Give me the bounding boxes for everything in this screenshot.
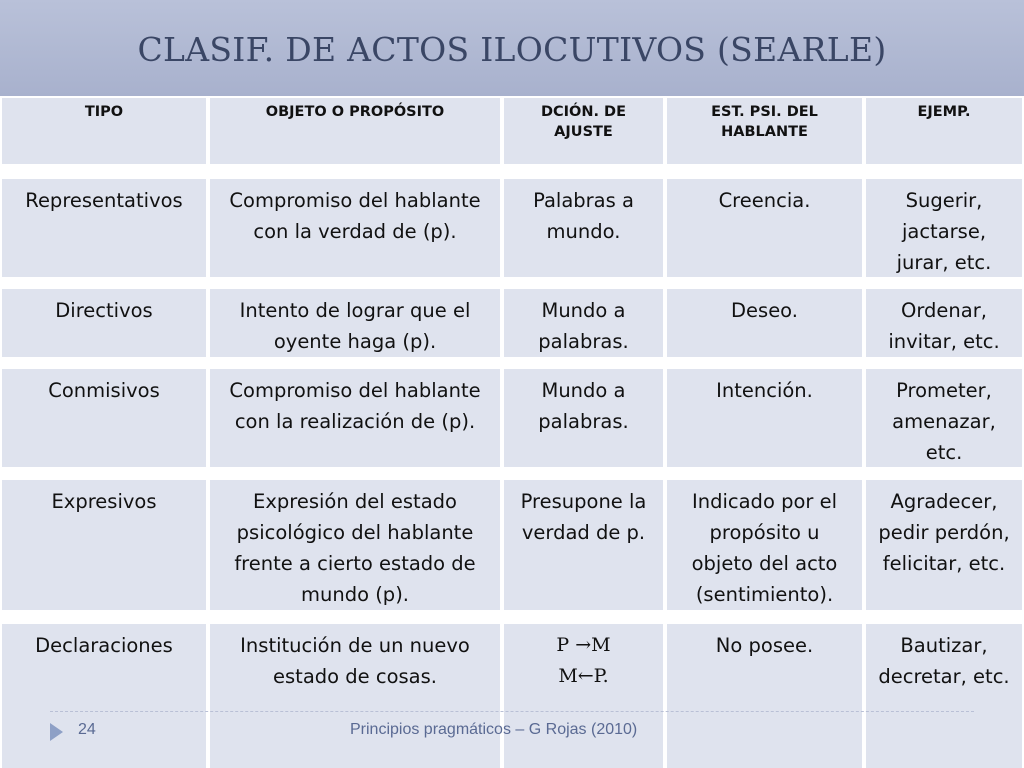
row-declaraciones-tipo — [2, 624, 206, 768]
header-ejemplo — [866, 98, 1022, 164]
cell-text: Conmisivos — [48, 379, 160, 402]
header-label: DCIÓN. DE AJUSTE — [540, 104, 627, 140]
row-directivos-tipo — [2, 289, 206, 357]
cell-text: Intención. — [716, 379, 813, 402]
slide-title: CLASIF. DE ACTOS ILOCUTIVOS (SEARLE) — [137, 30, 887, 69]
cell-text: Compromiso del hablante con la verdad de (p). — [229, 189, 481, 243]
cell-text: Bautizar, decretar, etc. — [878, 634, 1010, 688]
cell-text: Mundo a palabras. — [538, 299, 629, 353]
cell-text: Creencia. — [718, 189, 811, 212]
row-directivos-ajuste — [504, 289, 663, 357]
cell-text: Compromiso del hablante con la realización de (p). — [229, 379, 481, 433]
row-conmisivos-objeto — [210, 369, 500, 467]
row-representativos-objeto — [210, 179, 500, 277]
cell-text: Mundo a palabras. — [538, 379, 629, 433]
header-tipo — [2, 98, 206, 164]
cell-text: Deseo. — [731, 299, 798, 322]
row-expresivos-ajuste — [504, 480, 663, 610]
cell-text: P →M M←P. — [556, 634, 611, 687]
header-label: OBJETO O PROPÓSITO — [265, 104, 445, 120]
row-declaraciones-estado — [667, 624, 862, 768]
row-expresivos-estado — [667, 480, 862, 610]
row-representativos-estado — [667, 179, 862, 277]
row-directivos-estado — [667, 289, 862, 357]
header-objeto — [210, 98, 500, 164]
searle-table — [0, 96, 1024, 768]
row-representativos-tipo — [2, 179, 206, 277]
cell-text: Directivos — [55, 299, 153, 322]
row-representativos-ajuste — [504, 179, 663, 277]
cell-text: Prometer, amenazar, etc. — [892, 379, 996, 464]
cell-text: No posee. — [715, 634, 814, 657]
page-number: 24 — [78, 721, 96, 738]
header-label: TIPO — [84, 104, 124, 120]
row-conmisivos-ajuste — [504, 369, 663, 467]
cell-text: Presupone la verdad de p. — [520, 490, 647, 544]
cell-text: Declaraciones — [35, 634, 173, 657]
cell-text: Institución de un nuevo estado de cosas. — [240, 634, 470, 688]
cell-text: Sugerir, jactarse, jurar, etc. — [896, 189, 992, 274]
row-conmisivos-ejemplo — [866, 369, 1022, 467]
cell-text: Expresión del estado psicológico del hablante frente a cierto estado de mundo (p). — [234, 490, 476, 606]
header-estado — [667, 98, 862, 164]
row-representativos-ejemplo — [866, 179, 1022, 277]
cell-text: Palabras a mundo. — [533, 189, 634, 243]
cell-text: Agradecer, pedir perdón, felicitar, etc. — [878, 490, 1010, 575]
cell-text: Expresivos — [51, 490, 157, 513]
header-label: EJEMP. — [917, 104, 971, 120]
cell-text: Intento de lograr que el oyente haga (p). — [239, 299, 471, 353]
row-declaraciones-objeto — [210, 624, 500, 768]
row-expresivos-ejemplo — [866, 480, 1022, 610]
header-label: EST. PSI. DEL HABLANTE — [711, 104, 818, 140]
footer-citation: Principios pragmáticos – G Rojas (2010) — [350, 721, 638, 738]
cell-text: Indicado por el propósito u objeto del acto (sentimiento). — [691, 490, 838, 606]
row-conmisivos-tipo — [2, 369, 206, 467]
row-declaraciones-ejemplo — [866, 624, 1022, 768]
cell-text: Representativos — [25, 189, 183, 212]
row-declaraciones-ajuste — [504, 624, 663, 768]
row-conmisivos-estado — [667, 369, 862, 467]
row-directivos-ejemplo — [866, 289, 1022, 357]
row-expresivos-tipo — [2, 480, 206, 610]
row-expresivos-objeto — [210, 480, 500, 610]
header-direccion — [504, 98, 663, 164]
cell-text: Ordenar, invitar, etc. — [888, 299, 1000, 353]
row-directivos-objeto — [210, 289, 500, 357]
